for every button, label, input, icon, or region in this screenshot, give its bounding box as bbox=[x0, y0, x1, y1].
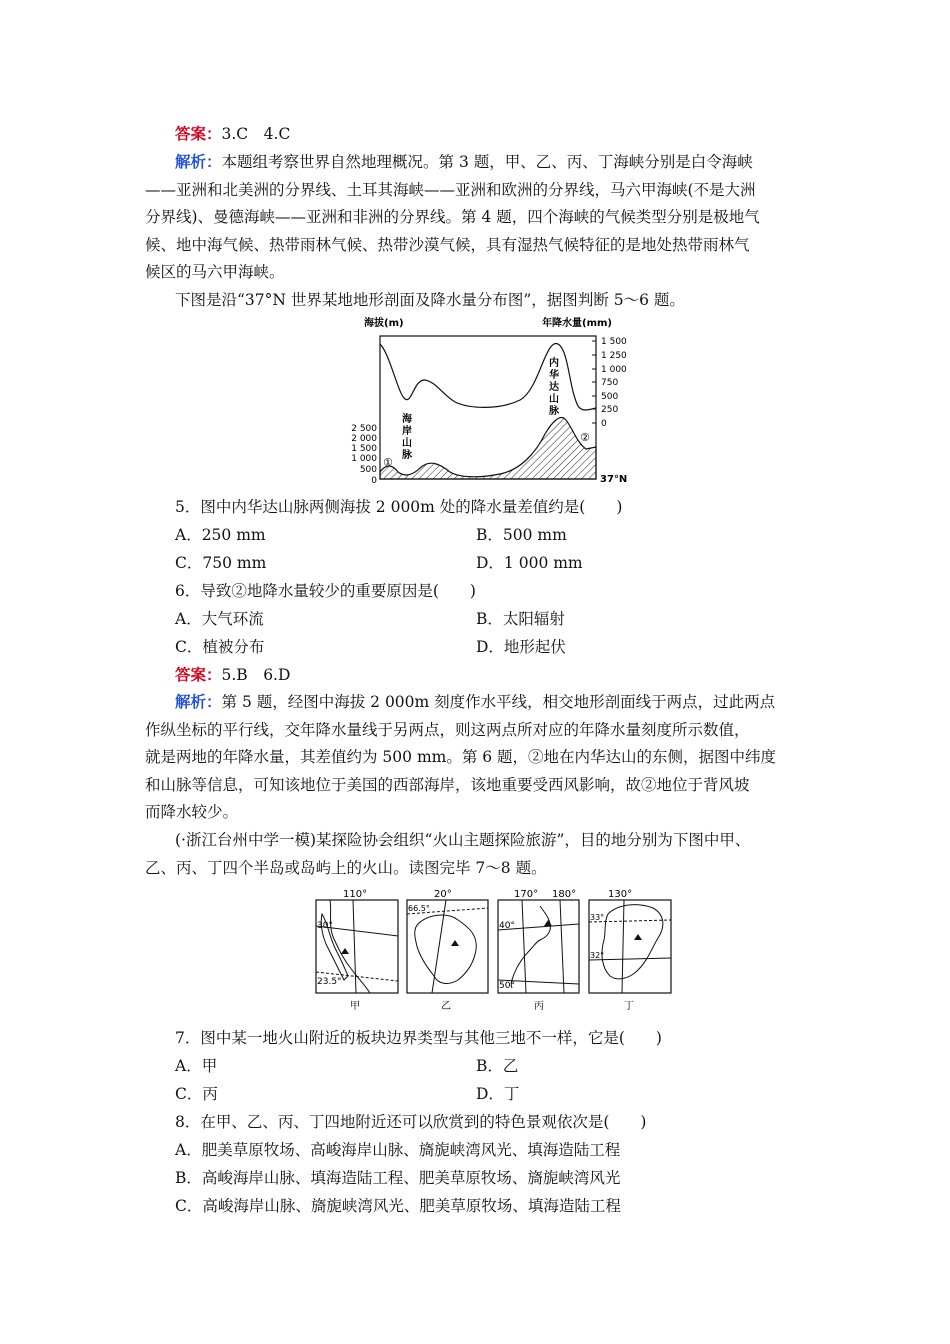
left-tick-2500: 2 500 bbox=[351, 424, 377, 434]
q8-option-b[interactable]: B．高峻海岸山脉、填海造陆工程、肥美草原牧场、旖旎峡湾风光 bbox=[175, 1169, 621, 1187]
explanation-3-4-line-3: 分界线)、曼德海峡——亚洲和非洲的分界线。第 4 题，四个海峡的气候类型分别是极地气 bbox=[145, 208, 760, 226]
q6-option-b[interactable]: B．太阳辐射 bbox=[476, 610, 565, 628]
left-tick-1000: 1 000 bbox=[351, 454, 377, 464]
explanation-5-6-line-5: 而降水较少。 bbox=[145, 803, 239, 821]
map-bing-name: 丙 bbox=[534, 1001, 544, 1012]
question-6-stem: 6．导致②地降水量较少的重要原因是( ) bbox=[175, 582, 476, 600]
right-tick-0: 0 bbox=[601, 419, 607, 429]
q6-option-a[interactable]: A．大气环流 bbox=[175, 610, 264, 628]
terrain-profile-figure bbox=[350, 314, 640, 486]
left-axis-title: 海拔(m) bbox=[364, 318, 404, 329]
svg-text:岸: 岸 bbox=[402, 426, 412, 437]
explanation-3-4-line-1: 解析：本题组考察世界自然地理概况。第 3 题，甲、乙、丙、丁海峡分别是白令海峡 bbox=[175, 152, 753, 171]
precipitation-line bbox=[380, 344, 596, 410]
svg-text:海: 海 bbox=[402, 414, 412, 425]
svg-text:山: 山 bbox=[549, 394, 559, 405]
left-tick-500: 500 bbox=[359, 465, 377, 475]
sierra-nevada-label bbox=[549, 356, 560, 417]
right-tick-1000: 1 000 bbox=[601, 365, 627, 375]
q8-option-c[interactable]: C．高峻海岸山脉、旖旎峡湾风光、肥美草原牧场、填海造陆工程 bbox=[175, 1197, 621, 1215]
map-ding-lat-bot: 32° bbox=[590, 951, 605, 960]
map-bing-lat-top: 40° bbox=[499, 921, 515, 931]
map-ding-lat-top: 33° bbox=[590, 913, 605, 922]
figure-intro-5-6: 下图是沿“37°N 世界某地地形剖面及降水量分布图”，据图判断 5～6 题。 bbox=[175, 291, 685, 309]
explanation-5-6-line-1: 解析：第 5 题，经图中海拔 2 000m 刻度作水平线，相交地形剖面线于两点，过此两点 bbox=[175, 692, 776, 711]
marker-1: ① bbox=[383, 456, 393, 469]
map-bing-lon: 170° bbox=[514, 889, 539, 900]
map-jia-lat-bot: 23.5° bbox=[317, 977, 342, 987]
explanation-5-6-line-3: 就是两地的年降水量，其差值约为 500 mm。第 6 题，②地在内华达山的东侧，据图中纬度 bbox=[145, 748, 777, 766]
map-bing-lon2: 180° bbox=[552, 889, 577, 900]
intro-7-8-line-1: (·浙江台州中学一模)某探险协会组织“火山主题探险旅游”，目的地分别为下图中甲、 bbox=[175, 831, 751, 849]
four-maps-figure bbox=[308, 884, 680, 1016]
q5-option-d[interactable]: D．1 000 mm bbox=[476, 554, 583, 572]
right-tick-1500: 1 500 bbox=[601, 337, 627, 347]
map-jia bbox=[316, 889, 398, 1012]
map-ding bbox=[589, 889, 671, 1012]
q7-option-d[interactable]: D．丁 bbox=[476, 1085, 520, 1103]
right-tick-250: 250 bbox=[601, 405, 619, 415]
q7-option-c[interactable]: C．丙 bbox=[175, 1085, 218, 1103]
map-ding-name: 丁 bbox=[624, 1001, 634, 1012]
left-tick-1500: 1 500 bbox=[351, 444, 377, 454]
map-yi-lat-top: 66.5° bbox=[408, 904, 430, 913]
q7-option-a[interactable]: A．甲 bbox=[175, 1057, 218, 1075]
latitude-label: 37°N bbox=[600, 474, 628, 485]
left-tick-2000: 2 000 bbox=[351, 434, 377, 444]
right-tick-750: 750 bbox=[601, 378, 619, 388]
explanation-3-4-line-4: 候、地中海气候、热带雨林气候、热带沙漠气候，具有湿热气候特征的是地处热带雨林气 bbox=[145, 236, 750, 254]
svg-text:脉: 脉 bbox=[549, 406, 559, 417]
right-axis-ticks bbox=[592, 337, 627, 429]
q5-option-b[interactable]: B．500 mm bbox=[476, 526, 567, 544]
q6-option-c[interactable]: C．植被分布 bbox=[175, 638, 265, 656]
answer-5-6: 答案：5.B 6.D bbox=[175, 665, 291, 684]
explanation-3-4-line-2: ——亚洲和北美洲的分界线、土耳其海峡——亚洲和欧洲的分界线，马六甲海峡(不是大洲 bbox=[145, 181, 756, 199]
marker-2: ② bbox=[580, 431, 590, 444]
question-8-stem: 8．在甲、乙、丙、丁四地附近还可以欣赏到的特色景观依次是( ) bbox=[175, 1113, 647, 1131]
explanation-5-6-line-2: 作纵坐标的平行线，交年降水量线于另两点，则这两点所对应的年降水量刻度所示数值， bbox=[145, 721, 750, 739]
right-tick-1250: 1 250 bbox=[601, 351, 627, 361]
question-7-stem: 7．图中某一地火山附近的板块边界类型与其他三地不一样，它是( ) bbox=[175, 1029, 662, 1047]
map-bing bbox=[498, 889, 579, 1012]
map-bing-lat-bot: 50° bbox=[499, 981, 515, 991]
map-jia-name: 甲 bbox=[350, 1001, 360, 1012]
answer-3-4: 答案：3.C 4.C bbox=[175, 124, 291, 143]
question-5-stem: 5．图中内华达山脉两侧海拔 2 000m 处的降水量差值约是( ) bbox=[175, 498, 623, 516]
map-jia-lon: 110° bbox=[343, 889, 368, 900]
intro-7-8-line-2: 乙、丙、丁四个半岛或岛屿上的火山。读图完毕 7～8 题。 bbox=[145, 859, 547, 877]
right-axis-title: 年降水量(mm) bbox=[542, 318, 612, 329]
svg-text:达: 达 bbox=[549, 382, 559, 393]
left-axis-ticks bbox=[351, 424, 377, 486]
q7-option-b[interactable]: B．乙 bbox=[476, 1057, 519, 1075]
q8-option-a[interactable]: A．肥美草原牧场、高峻海岸山脉、旖旎峡湾风光、填海造陆工程 bbox=[175, 1141, 621, 1159]
coast-range-label bbox=[402, 412, 413, 461]
right-tick-500: 500 bbox=[601, 392, 619, 402]
svg-text:华: 华 bbox=[549, 370, 559, 381]
terrain-profile bbox=[380, 417, 596, 479]
explanation-5-6-line-4: 和山脉等信息，可知该地位于美国的西部海岸，该地重要受西风影响，故②地位于背风坡 bbox=[145, 776, 750, 794]
svg-text:山: 山 bbox=[402, 438, 412, 449]
svg-text:脉: 脉 bbox=[402, 450, 412, 461]
map-ding-lon: 130° bbox=[608, 889, 633, 900]
left-tick-0: 0 bbox=[371, 476, 377, 486]
svg-text:内: 内 bbox=[549, 358, 559, 369]
map-jia-lat-top: 30° bbox=[317, 921, 333, 931]
q6-option-d[interactable]: D．地形起伏 bbox=[476, 638, 566, 656]
q5-option-a[interactable]: A．250 mm bbox=[175, 526, 266, 544]
map-yi bbox=[407, 889, 488, 1012]
map-yi-lon: 20° bbox=[434, 889, 452, 900]
map-yi-name: 乙 bbox=[441, 1001, 451, 1012]
explanation-3-4-line-5: 候区的马六甲海峡。 bbox=[145, 263, 285, 281]
q5-option-c[interactable]: C．750 mm bbox=[175, 554, 267, 572]
